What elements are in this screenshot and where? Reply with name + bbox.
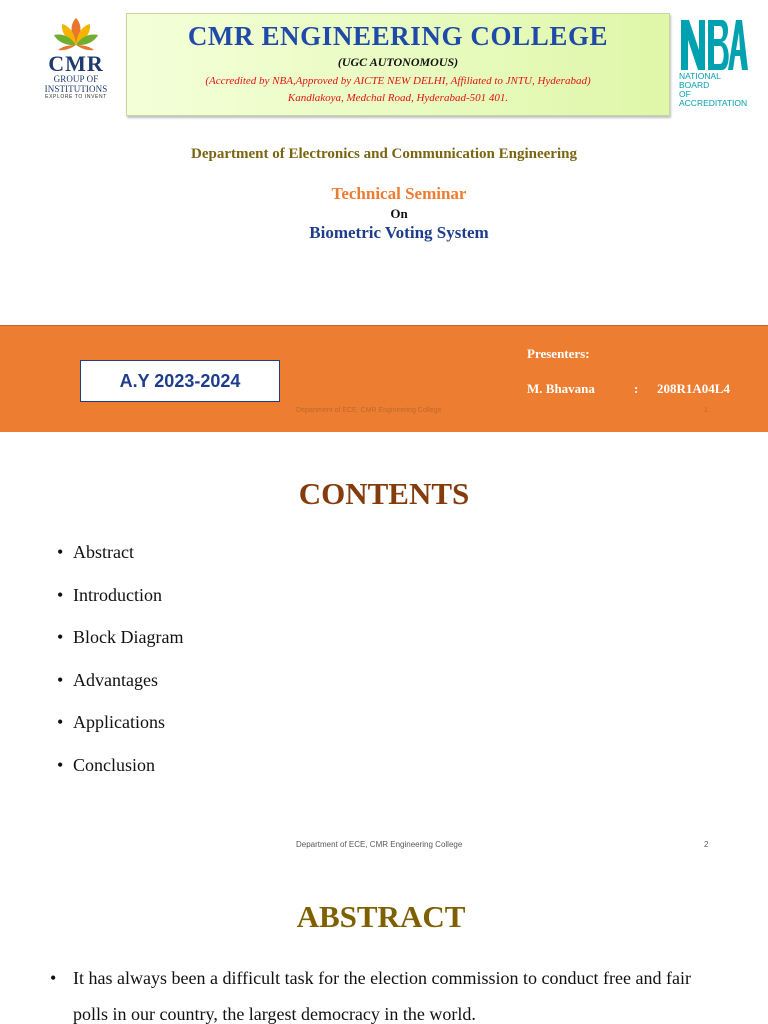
slide-footer: Department of ECE, CMR Engineering College (296, 840, 463, 849)
address-line: Kandlakoya, Medchal Road, Hyderabad-501 401. (287, 92, 509, 104)
list-item-label: Introduction (73, 584, 162, 605)
list-item (57, 668, 183, 711)
college-name: CMR ENGINEERING COLLEGE (187, 21, 609, 51)
flower-icon (52, 16, 100, 56)
bullet: • (57, 712, 64, 733)
list-item-label: Conclusion (73, 754, 156, 775)
slide-page-number: 2 (704, 840, 709, 849)
list-item (57, 753, 183, 796)
presenter-roll-number: 208R1A04L4 (657, 381, 730, 396)
slide-page-number: 1 (704, 407, 708, 414)
seminar-label: Technical Seminar (331, 184, 467, 203)
list-item-label: Applications (73, 712, 165, 733)
slide-title (0, 0, 768, 432)
nba-line2: OF ACCREDITATION (679, 89, 748, 108)
ugc-autonomous: (UGC AUTONOMOUS) (337, 55, 459, 69)
presenters-label: Presenters: (527, 346, 590, 361)
bullet: • (57, 627, 64, 648)
nba-mark-icon (678, 16, 748, 72)
list-item-label: Abstract (73, 542, 134, 562)
slide-abstract (0, 864, 768, 1024)
presenter-separator: : (634, 381, 639, 396)
abstract-title: ABSTRACT (296, 899, 466, 934)
bullet: • (50, 968, 57, 988)
presenter-name: M. Bhavana (527, 381, 595, 396)
accreditation-line: (Accredited by NBA,Approved by AICTE NEW DELHI, Affiliated to JNTU, Hyderabad) (205, 75, 591, 87)
list-item (57, 710, 183, 753)
seminar-topic: Biometric Voting System (309, 223, 489, 242)
abstract-text: It has always been a difficult task for the election commission to conduct free and fair polls in our country, the largest democracy in the world. (73, 968, 691, 1024)
list-item (57, 540, 183, 583)
cmr-logo-group: GROUP OF INSTITUTIONS (44, 74, 108, 94)
slide-contents (0, 432, 768, 864)
presenter-band (0, 325, 768, 432)
bullet: • (57, 669, 64, 690)
list-item (57, 583, 183, 626)
college-banner (126, 13, 670, 116)
academic-year-box: A.Y 2023-2024 (80, 360, 280, 402)
list-item (57, 625, 183, 668)
cmr-logo (28, 16, 124, 100)
bullet: • (57, 754, 64, 775)
slide-footer: Department of ECE, CMR Engineering College (296, 407, 442, 414)
department-title: Department of Electronics and Communication Engineering (191, 146, 577, 162)
bullet: • (57, 542, 64, 562)
cmr-logo-name: CMR (48, 51, 104, 76)
nba-logo (676, 16, 750, 108)
bullet: • (57, 584, 64, 605)
list-item-label: Advantages (73, 669, 158, 690)
on-label: On (390, 206, 408, 221)
list-item-label: Block Diagram (73, 627, 184, 648)
abstract-paragraph (50, 960, 710, 1024)
nba-line1: NATIONAL BOARD (679, 71, 721, 90)
cmr-logo-tagline: EXPLORE TO INVENT (45, 94, 107, 100)
contents-title: CONTENTS (298, 476, 470, 511)
contents-list (57, 540, 183, 796)
